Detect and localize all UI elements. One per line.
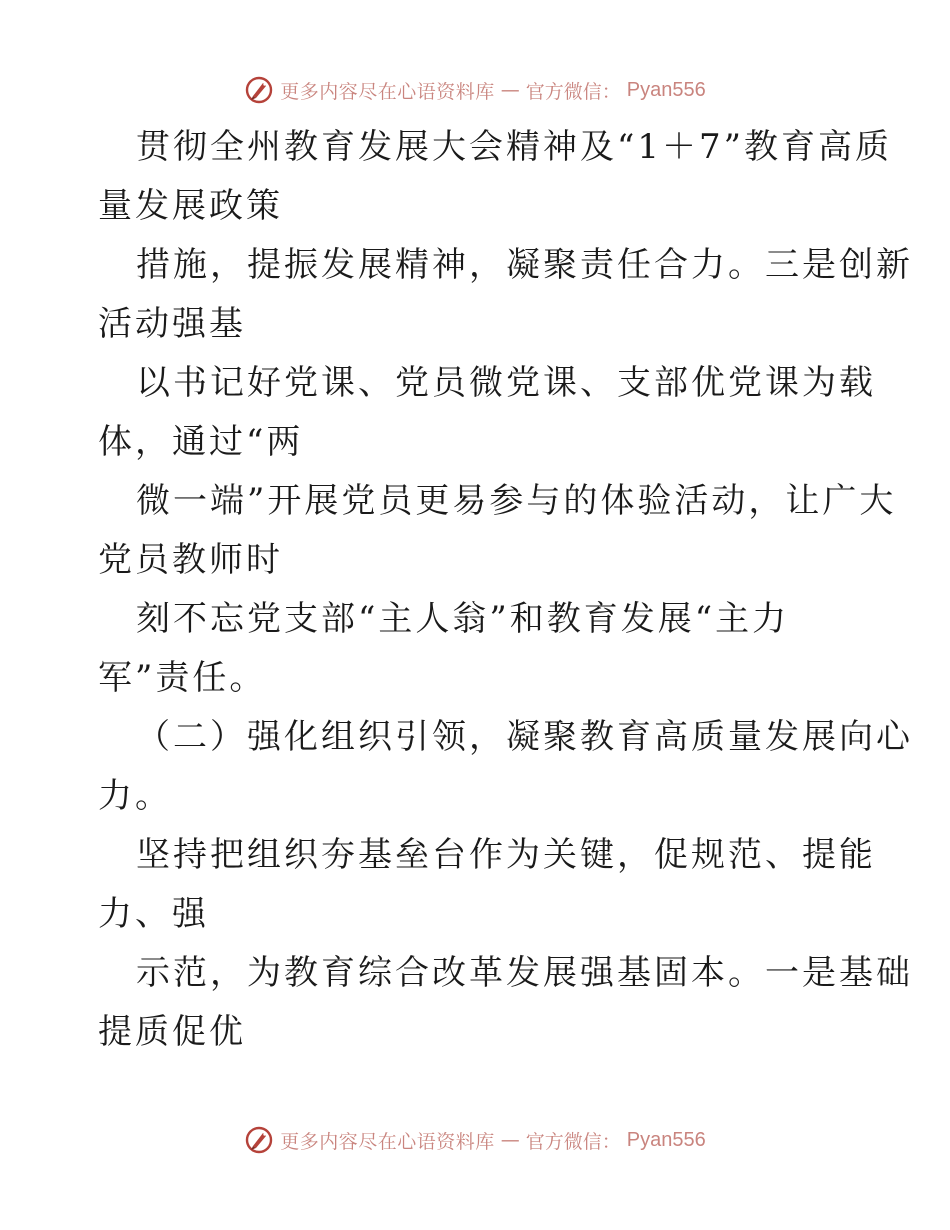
watermark-text: 更多内容尽在心语资料库 [280, 1130, 495, 1153]
pen-logo-icon [244, 1125, 274, 1155]
body-line: 坚持把组织夯基垒台作为关键，促规范、提能 [136, 835, 876, 875]
watermark-dash: — [500, 1129, 520, 1151]
pen-logo-icon [244, 75, 274, 105]
watermark-text: 更多内容尽在心语资料库 [280, 80, 495, 103]
body-line: 措施，提振发展精神，凝聚责任合力。三是创新 [136, 245, 913, 285]
body-line: 量发展政策 [98, 186, 283, 226]
watermark-id: Pyan556 [626, 1128, 706, 1151]
footer-watermark [0, 1120, 950, 1160]
watermark-dash: — [500, 79, 520, 101]
body-line: 力。 [98, 776, 172, 816]
document-body [98, 118, 913, 1062]
header-watermark [0, 70, 950, 110]
body-line: 微一端”开展党员更易参与的体验活动，让广大 [136, 481, 897, 521]
body-line: 示范，为教育综合改革发展强基固本。一是基础 [136, 953, 913, 993]
body-line: 活动强基 [98, 304, 246, 344]
body-line: 提质促优 [98, 1012, 246, 1052]
watermark-label: 官方微信： [525, 80, 621, 103]
body-line: 体，通过“两 [98, 422, 304, 462]
body-line: 力、强 [98, 894, 209, 934]
watermark-id: Pyan556 [626, 78, 706, 101]
body-line: 军”责任。 [98, 658, 267, 698]
body-line: 贯彻全州教育发展大会精神及“1＋7”教育高质 [136, 127, 893, 167]
body-line: 以书记好党课、党员微党课、支部优党课为载 [136, 363, 876, 403]
body-line: 刻不忘党支部“主人翁”和教育发展“主力 [136, 599, 790, 639]
body-line: 党员教师时 [98, 540, 283, 580]
watermark-label: 官方微信： [525, 1130, 621, 1153]
body-line: （二）强化组织引领，凝聚教育高质量发展向心 [136, 717, 913, 757]
